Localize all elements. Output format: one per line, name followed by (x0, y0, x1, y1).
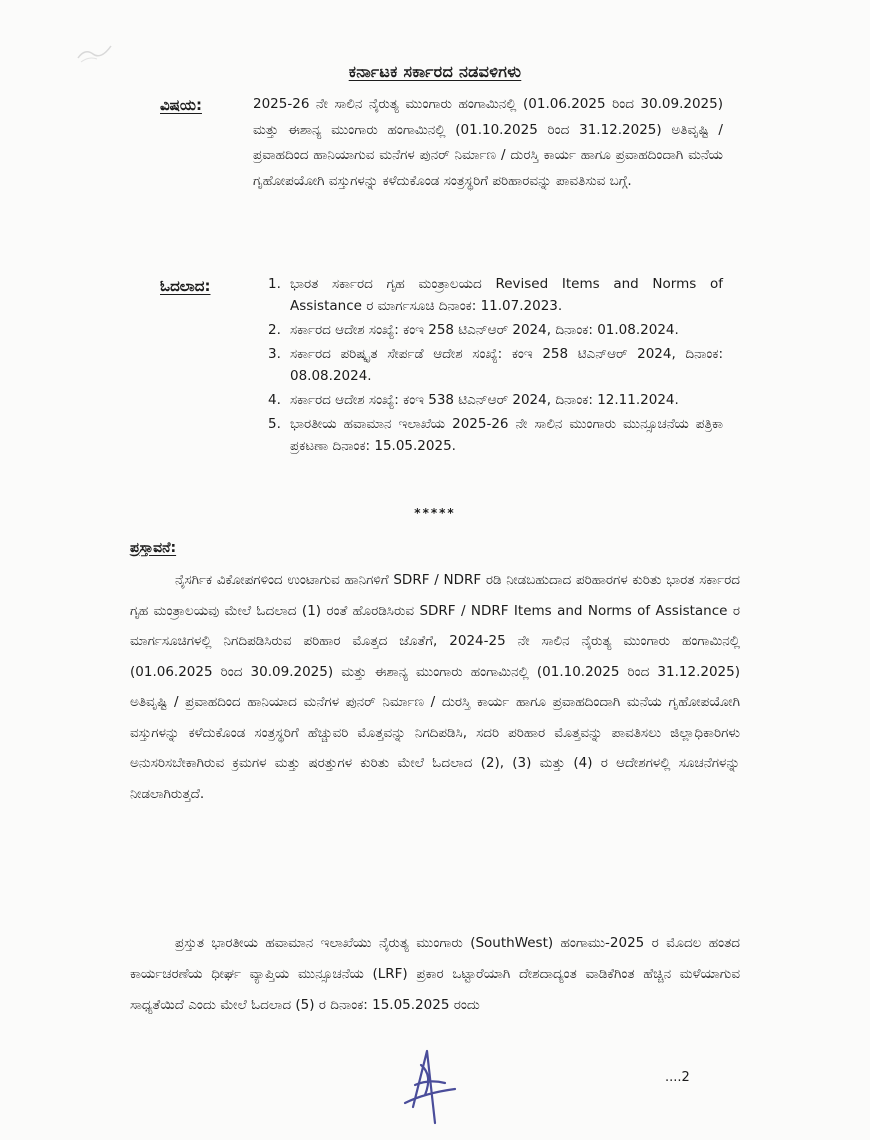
reference-item (268, 413, 723, 457)
reference-text: ಭಾರತೀಯ ಹವಾಮಾನ ಇಲಾಖೆಯ 2025-26 ನೇ ಸಾಲಿನ ಮುಂಗಾರು ಮುನ್ಸೂಚನೆಯ ಪತ್ರಿಕಾ ಪ್ರಕಟಣಾ ದಿನಾಂಕ: 15.05.2025. (290, 416, 723, 454)
preamble-paragraph-2: ಪ್ರಸ್ತುತ ಭಾರತೀಯ ಹವಾಮಾನ ಇಲಾಖೆಯು ನೈರುತ್ಯ ಮುಂಗಾರು (SouthWest) ಹಂಗಾಮು-2025 ರ ಮೊದಲ ಹಂತದ ಕಾರ್ಯಚರಣೆಯ ಧೀರ್ಘ ವ್ಯಾಪ್ತಿಯ ಮುನ್ಸೂಚನೆಯ (LRF) ಪ್ರಕಾರ ಒಟ್ಟಾರೆಯಾಗಿ ದೇಶದಾದ್ಯಂತ ವಾಡಿಕೆಗಿಂತ ಹೆಚ್ಚಿನ ಮಳೆಯಾಗುವ ಸಾಧ್ಯತೆಯಿದೆ ಎಂದು ಮೇಲೆ ಓದಲಾದ (5) ರ ದಿನಾಂಕ: 15.05.2025 ರಂದು (130, 935, 740, 1013)
section-separator: ***** (414, 506, 456, 520)
references-list (268, 273, 723, 457)
reference-item (268, 343, 723, 387)
reference-item (268, 273, 723, 317)
reference-number: 4. (268, 392, 281, 408)
reference-item (268, 389, 723, 411)
subject-label: ವಿಷಯ: (160, 96, 202, 114)
subject-text: 2025-26 ನೇ ಸಾಲಿನ ನೈರುತ್ಯ ಮುಂಗಾರು ಹಂಗಾಮಿನಲ್ಲಿ (01.06.2025 ರಿಂದ 30.09.2025) ಮತ್ತು ಈಶಾನ್ಯ ಮುಂಗಾರು ಹಂಗಾಮಿನಲ್ಲಿ (01.10.2025 ರಿಂದ 31.12.2025) ಅತಿವೃಷ್ಟಿ / ಪ್ರವಾಹದಿಂದ ಹಾನಿಯಾಗುವ ಮನೆಗಳ ಪುನರ್ ನಿರ್ಮಾಣ / ದುರಸ್ತಿ ಕಾರ್ಯ ಹಾಗೂ ಪ್ರವಾಹದಿಂದಾಗಿ ಮನೆಯ ಗೃಹೋಪಯೋಗಿ ವಸ್ತುಗಳನ್ನು ಕಳೆದುಕೊಂಡ ಸಂತ್ರಸ್ಥರಿಗೆ ಪರಿಹಾರವನ್ನು ಪಾವತಿಸುವ ಬಗ್ಗೆ. (253, 96, 723, 189)
document-title-text: ಕರ್ನಾಟಕ ಸರ್ಕಾರದ ನಡವಳಿಗಳು (348, 62, 522, 81)
reference-text: ಸರ್ಕಾರದ ಆದೇಶ ಸಂಖ್ಯೆ: ಕಂಇ 538 ಟಿಎನ್‌ಆರ್ 2024, ದಿನಾಂಕ: 12.11.2024. (290, 392, 679, 408)
reference-text: ಸರ್ಕಾರದ ಆದೇಶ ಸಂಖ್ಯೆ: ಕಂಇ 258 ಟಿಎನ್‌ಆರ್ 2024, ದಿನಾಂಕ: 01.08.2024. (290, 322, 679, 338)
reference-number: 3. (268, 346, 281, 362)
reference-text: ಸರ್ಕಾರದ ಪರಿಷ್ಕೃತ ಸೇರ್ಪಡೆ ಆದೇಶ ಸಂಖ್ಯೆ: ಕಂಇ 258 ಟಿಎನ್‌ಆರ್ 2024, ದಿನಾಂಕ: 08.08.2024. (290, 346, 723, 384)
reference-number: 2. (268, 322, 281, 338)
references-label: ಓದಲಾದ: (160, 277, 211, 295)
reference-item (268, 319, 723, 341)
reference-number: 5. (268, 416, 281, 432)
preamble-label: ಪ್ರಸ್ತಾವನೆ: (130, 540, 177, 556)
page-continuation-marker: ....2 (665, 1070, 690, 1085)
signature-mark (385, 1045, 475, 1125)
document-title (0, 62, 870, 82)
reference-number: 1. (268, 276, 281, 292)
reference-text: ಭಾರತ ಸರ್ಕಾರದ ಗೃಹ ಮಂತ್ರಾಲಯದ Revised Items and Norms of Assistance ರ ಮಾರ್ಗಸೂಚಿ ದಿನಾಂಕ: 11.07.2023. (290, 276, 723, 314)
preamble-paragraph-1: ನೈಸರ್ಗಿಕ ವಿಕೋಪಗಳಿಂದ ಉಂಟಾಗುವ ಹಾನಿಗಳಿಗೆ SDRF / NDRF ರಡಿ ನೀಡಬಹುದಾದ ಪರಿಹಾರಗಳ ಕುರಿತು ಭಾರತ ಸರ್ಕಾರದ ಗೃಹ ಮಂತ್ರಾಲಯವು ಮೇಲೆ ಓದಲಾದ (1) ರಂತೆ ಹೊರಡಿಸಿರುವ SDRF / NDRF Items and Norms of Assistance ರ ಮಾರ್ಗಸೂಚಿಗಳಲ್ಲಿ ನಿಗದಿಪಡಿಸಿರುವ ಪರಿಹಾರ ಮೊತ್ತದ ಜೊತೆಗೆ, 2024-25 ನೇ ಸಾಲಿನ ನೈರುತ್ಯ ಮುಂಗಾರು ಹಂಗಾಮಿನಲ್ಲಿ (01.06.2025 ರಿಂದ 30.09.2025) ಮತ್ತು ಈಶಾನ್ಯ ಮುಂಗಾರು ಹಂಗಾಮಿನಲ್ಲಿ (01.10.2025 ರಿಂದ 31.12.2025) ಅತಿವೃಷ್ಟಿ / ಪ್ರವಾಹದಿಂದ ಹಾನಿಯಾದ ಮನೆಗಳ ಪುನರ್ ನಿರ್ಮಾಣ / ದುರಸ್ತಿ ಕಾರ್ಯ ಹಾಗೂ ಪ್ರವಾಹದಿಂದಾಗಿ ಮನೆಯ ಗೃಹೋಪಯೋಗಿ ವಸ್ತುಗಳನ್ನು ಕಳೆದುಕೊಂಡ ಸಂತ್ರಸ್ಥರಿಗೆ ಹೆಚ್ಚುವರಿ ಮೊತ್ತವನ್ನು ನಿಗದಿಪಡಿಸಿ, ಸದರಿ ಪರಿಹಾರ ಮೊತ್ತವನ್ನು ಪಾವತಿಸಲು ಜಿಲ್ಲಾಧಿಕಾರಿಗಳು ಅನುಸರಿಸಬೇಕಾಗಿರುವ ಕ್ರಮಗಳ ಮತ್ತು ಷರತ್ತುಗಳ ಕುರಿತು ಮೇಲೆ ಓದಲಾದ (2), (3) ಮತ್ತು (4) ರ ಆದೇಶಗಳಲ್ಲಿ ಸೂಚನೆಗಳನ್ನು ನೀಡಲಾಗಿರುತ್ತದೆ. (130, 572, 740, 802)
